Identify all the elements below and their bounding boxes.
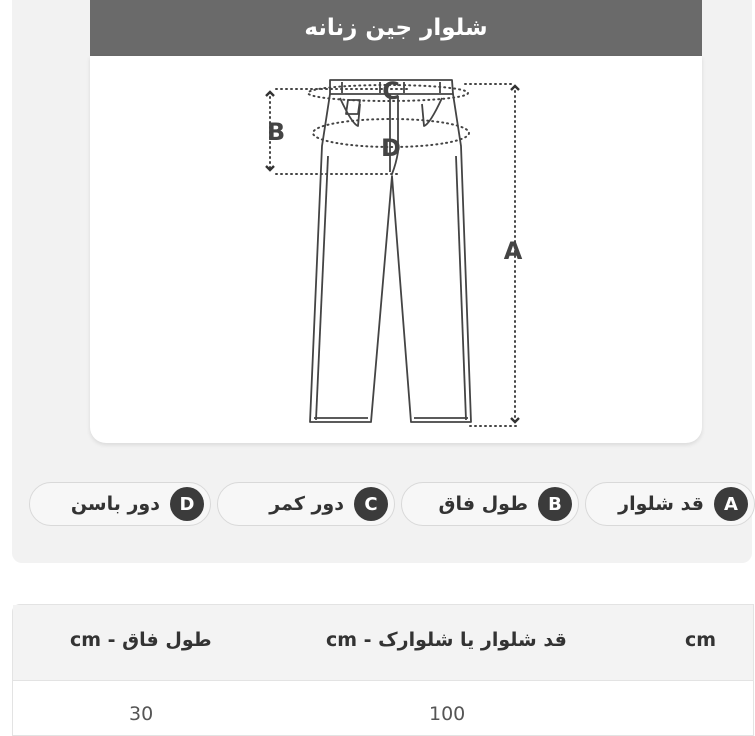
table-header-cell: طول فاق - cm [70,629,212,651]
page-title: شلوار جین زنانه [90,0,702,56]
legend-item-d[interactable] [29,482,211,526]
legend-item-a[interactable] [585,482,755,526]
legend-label-c: دور کمر [269,493,344,515]
label-a: A [503,237,523,265]
legend-label-a: قد شلوار [618,493,704,515]
jeans-outline [310,80,471,422]
table-cell: 30 [129,703,154,725]
badge-a: A [714,487,748,521]
label-d: D [381,134,401,162]
legend-label-b: طول فاق [438,493,528,515]
badge-c: C [354,487,388,521]
label-c: C [382,77,400,105]
badge-b: B [538,487,572,521]
table-cell: 100 [429,703,466,725]
table-header-cell: cm [685,629,717,651]
label-b: B [266,118,286,146]
size-table [12,604,754,736]
legend-item-b[interactable] [401,482,579,526]
measurement-diagram-card [90,56,702,443]
table-header-row [13,605,753,681]
legend-label-d: دور باسن [70,493,160,515]
legend-item-c[interactable] [217,482,395,526]
table-header-cell: قد شلوار یا شلوارک - cm [326,629,567,651]
badge-d: D [170,487,204,521]
jeans-diagram [90,56,702,443]
